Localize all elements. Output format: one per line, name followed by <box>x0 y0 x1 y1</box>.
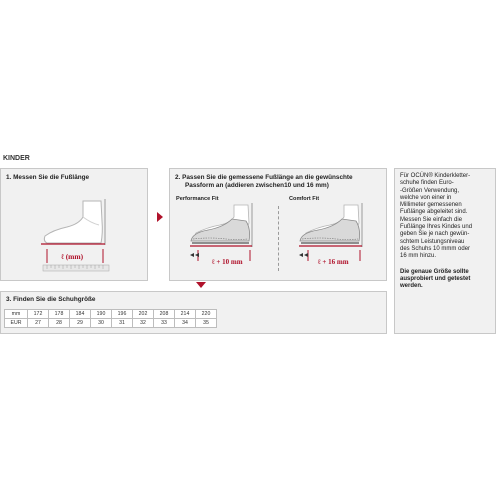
info-note-line: ausprobiert und getestet <box>400 275 471 282</box>
performance-fit-title: Performance Fit <box>176 196 219 202</box>
info-line: 16 mm hinzu. <box>400 253 437 260</box>
info-line: welche von einer in <box>400 194 452 201</box>
step3-panel <box>0 291 387 334</box>
size-table-cell: 178 <box>49 310 70 319</box>
arrow-down-icon <box>196 282 206 288</box>
foot-length-label: ℓ (mm) <box>61 252 84 261</box>
step3-heading: 3. Finden Sie die Schuhgröße <box>6 296 96 303</box>
size-table-cell: 214 <box>175 310 196 319</box>
size-table-cell: 33 <box>154 319 175 328</box>
size-table-cell: EUR <box>5 319 28 328</box>
size-table-cell: 220 <box>196 310 217 319</box>
arrow-right-icon <box>157 212 163 222</box>
size-table-cell: 29 <box>70 319 91 328</box>
info-note <box>400 269 495 291</box>
performance-fit-label: ℓ + 10 mm <box>212 258 243 266</box>
foot-illustration <box>39 199 111 275</box>
comfort-fit-label: ℓ + 16 mm <box>318 258 349 266</box>
info-line: Fußlänge Ihres Kindes und <box>400 224 473 231</box>
fit-divider <box>278 206 279 271</box>
table-row <box>5 310 217 319</box>
info-line: Für OCÚN® Kinderkletter- <box>400 173 471 179</box>
info-line: Millimeter gemessenen <box>400 202 462 209</box>
info-line: des Schuhs 10 mmm oder <box>400 245 471 252</box>
info-line: geben Sie je nach gewün- <box>400 231 470 238</box>
table-row <box>5 319 217 328</box>
size-table-cell: mm <box>5 310 28 319</box>
comfort-fit-title: Comfort Fit <box>289 196 320 202</box>
step2-panel <box>169 168 387 281</box>
size-table-cell: 208 <box>154 310 175 319</box>
performance-shoe-illustration <box>186 203 260 263</box>
size-table <box>4 309 217 328</box>
size-table-cell: 31 <box>112 319 133 328</box>
info-panel <box>394 168 496 334</box>
info-note-line: werden. <box>400 283 423 290</box>
comfort-shoe-illustration <box>296 203 370 263</box>
size-table-cell: 30 <box>91 319 112 328</box>
size-table-cell: 35 <box>196 319 217 328</box>
size-table-cell: 196 <box>112 310 133 319</box>
page-title: KINDER <box>3 155 30 162</box>
size-table-cell: 184 <box>70 310 91 319</box>
info-line: schuhe finden Euro- <box>400 180 454 187</box>
step2-heading-line2: Passform an (addieren zwischen10 und 16 mm) <box>185 182 329 189</box>
info-line: schtem Leistungsniveau <box>400 238 465 245</box>
size-table-cell: 190 <box>91 310 112 319</box>
size-table-cell: 172 <box>28 310 49 319</box>
size-table-cell: 27 <box>28 319 49 328</box>
size-table-cell: 32 <box>133 319 154 328</box>
size-table-cell: 28 <box>49 319 70 328</box>
size-table-cell: 34 <box>175 319 196 328</box>
info-line: Fußlänge abgeleitet sind. <box>400 209 468 216</box>
info-line: -Größen Verwendung, <box>400 187 460 194</box>
info-note-line: Die genaue Größe sollte <box>400 268 469 275</box>
info-paragraph <box>400 173 495 261</box>
step1-panel <box>0 168 148 281</box>
step2-heading-line1: 2. Passen Sie die gemessene Fußlänge an die gewünschte <box>175 174 353 181</box>
step1-heading: 1. Messen Sie die Fußlänge <box>6 174 90 181</box>
size-table-cell: 202 <box>133 310 154 319</box>
info-line: Messen Sie einfach die <box>400 216 463 223</box>
